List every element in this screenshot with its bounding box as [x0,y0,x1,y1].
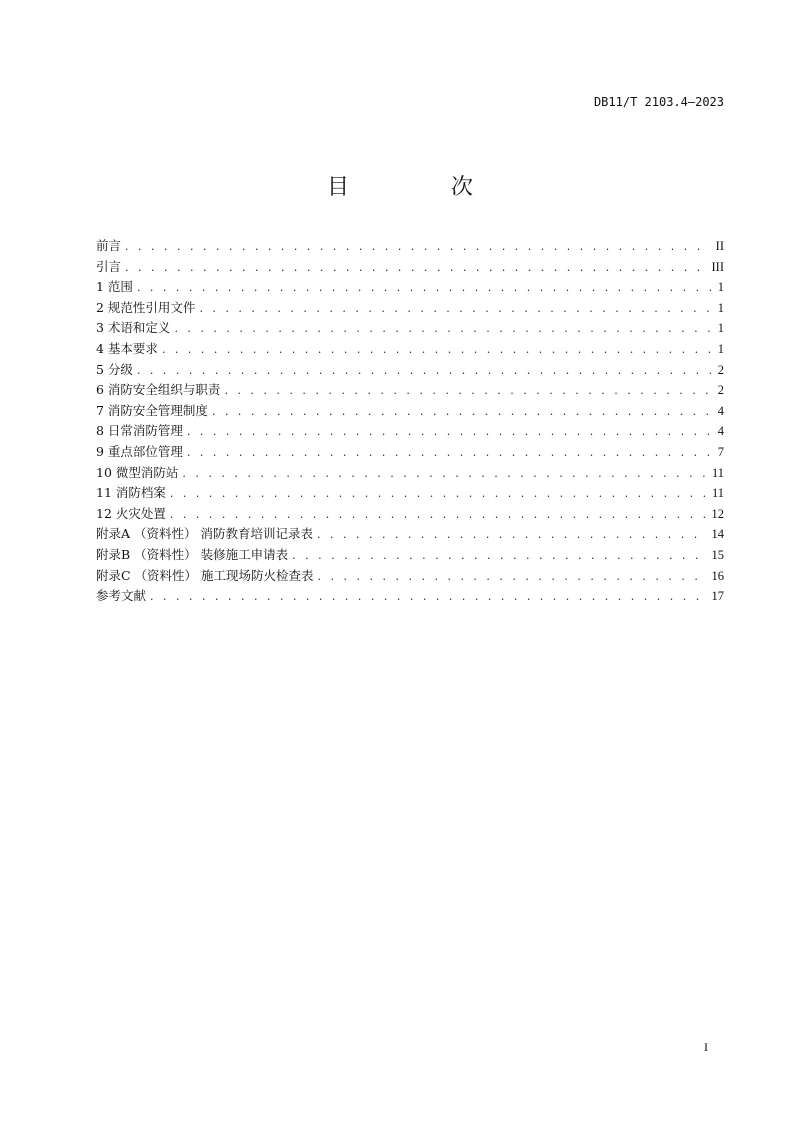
toc-entry[interactable] [96,380,724,401]
toc-entry-label: 参考文献 [96,588,147,604]
toc-entry-page: 12 [711,506,724,521]
toc-entry[interactable] [96,277,724,298]
toc-dot-leader [212,402,712,423]
toc-entry[interactable] [96,566,724,587]
toc-entry-label: 10 微型消防站 [96,464,179,480]
toc-entry-page: 7 [717,444,724,459]
toc-entry-page: 4 [717,424,724,439]
toc-entry-label: 6 消防安全组织与职责 [96,382,221,398]
toc-dot-leader [317,525,706,546]
toc-dot-leader [199,299,711,320]
toc-dot-leader [137,361,712,382]
toc-entry-page: 15 [711,547,724,562]
toc-entry-page: 14 [711,527,724,542]
toc-entry-label: 附录B （资料性） 装修施工申请表 [96,546,289,562]
table-of-contents [96,236,724,607]
toc-entry-label: 8 日常消防管理 [96,423,183,439]
toc-entry-page: 2 [717,362,724,377]
toc-dot-leader [170,505,706,526]
toc-entry-page: II [715,239,724,253]
toc-entry-label: 2 规范性引用文件 [96,299,196,315]
toc-entry-page: 1 [717,321,724,336]
toc-entry-label: 引言 [96,258,122,274]
toc-dot-leader [187,443,712,464]
toc-entry[interactable] [96,401,724,422]
toc-entry[interactable] [96,524,724,545]
toc-entry-label: 1 范围 [96,279,133,295]
toc-dot-leader [292,546,705,567]
toc-entry-page: III [711,259,724,274]
toc-dot-leader [125,237,710,258]
toc-entry[interactable] [96,339,724,360]
toc-entry-page: 11 [711,465,724,480]
toc-entry[interactable] [96,318,724,339]
toc-dot-leader [162,340,712,361]
toc-dot-leader [187,422,712,443]
toc-entry-page: 1 [717,280,724,295]
toc-entry-label: 前言 [96,238,122,253]
toc-entry[interactable] [96,483,724,504]
toc-entry[interactable] [96,586,724,607]
toc-entry-label: 5 分级 [96,361,133,377]
toc-entry-label: 附录C （资料性） 施工现场防火检查表 [96,567,314,583]
toc-dot-leader [170,484,706,505]
toc-entry-label: 4 基本要求 [96,340,158,356]
toc-entry-label: 7 消防安全管理制度 [96,402,208,418]
toc-entry-page: 1 [717,300,724,315]
toc-entry[interactable] [96,442,724,463]
toc-entry-page: 4 [717,403,724,418]
toc-entry-label: 11 消防档案 [96,485,166,501]
toc-dot-leader [150,587,705,608]
page-title: 目 次 [326,175,513,200]
toc-entry[interactable] [96,360,724,381]
toc-entry-label: 12 火灾处置 [96,505,166,521]
toc-entry[interactable] [96,504,724,525]
toc-entry-page: 2 [717,383,724,398]
toc-entry[interactable] [96,545,724,566]
toc-dot-leader [125,258,705,279]
toc-dot-leader [318,567,706,588]
toc-dot-leader [174,319,711,340]
toc-entry-page: 11 [711,486,724,501]
document-code: DB11/T 2103.4—2023 [593,95,724,109]
page-number: I [704,1040,708,1054]
toc-dot-leader [224,381,711,402]
toc-entry-label: 附录A （资料性） 消防教育培训记录表 [96,526,313,542]
toc-entry-page: 17 [711,589,724,604]
toc-entry-label: 3 术语和定义 [96,320,171,336]
toc-entry[interactable] [96,298,724,319]
toc-entry[interactable] [96,421,724,442]
toc-dot-leader [182,464,706,485]
toc-entry-page: 16 [711,568,724,583]
toc-entry-page: 1 [717,341,724,356]
toc-entry[interactable] [96,463,724,484]
toc-dot-leader [137,278,712,299]
toc-entry-label: 9 重点部位管理 [96,443,183,459]
toc-entry[interactable] [96,257,724,278]
toc-entry[interactable] [96,236,724,257]
